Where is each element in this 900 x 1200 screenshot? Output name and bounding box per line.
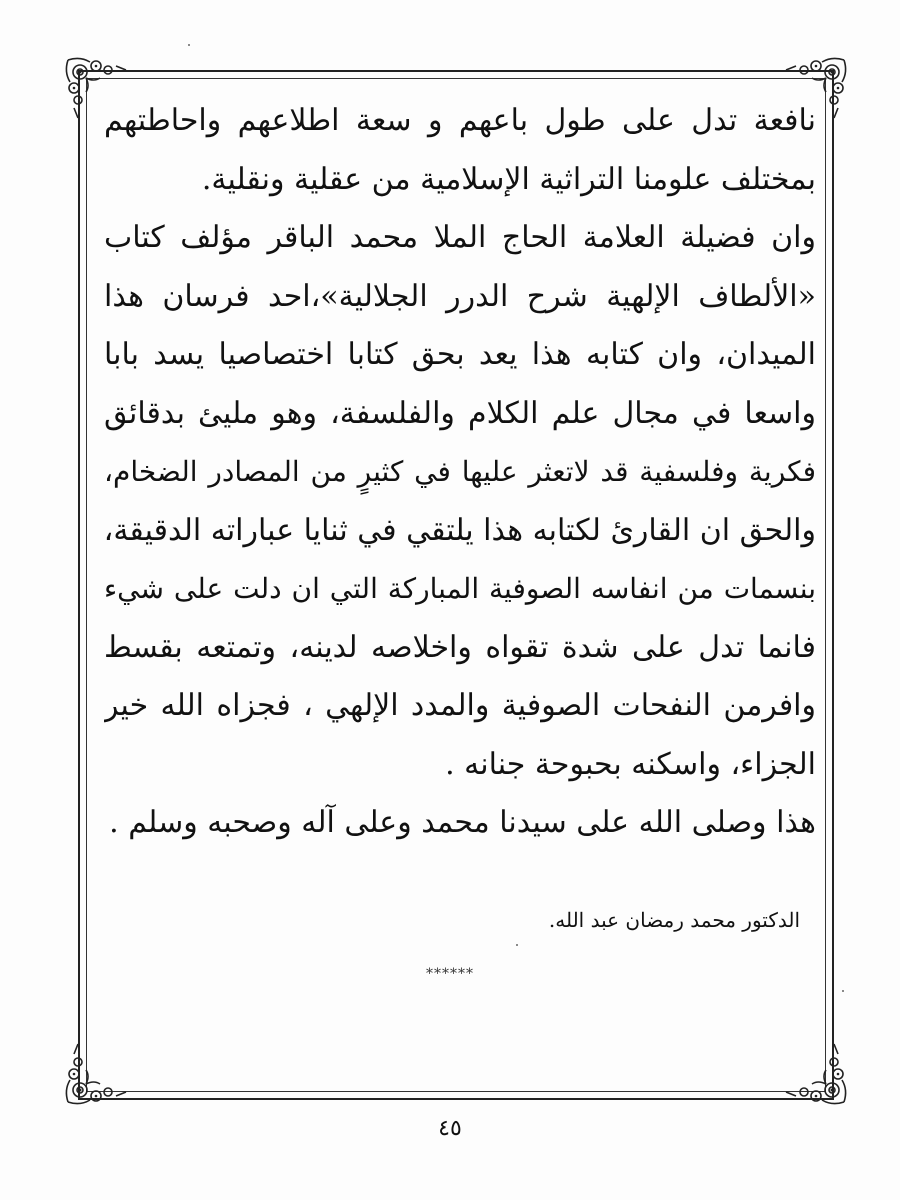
scan-speck	[516, 944, 518, 946]
body-line: هذا وصلى الله على سيدنا محمد وعلى آله وصحبه وسلم .	[109, 805, 816, 840]
body-text	[104, 92, 816, 853]
body-line: الميدان، وان كتابه هذا يعد بحق كتابا اختصاصيا يسد بابا	[104, 337, 816, 372]
floral-corner-ornament-bottom-left	[60, 1040, 130, 1110]
section-divider: ******	[426, 966, 474, 982]
body-line: الجزاء، واسكنه بحبوحة جنانه .	[445, 746, 816, 782]
body-line: «الألطاف الإلهية شرح الدرر الجلالية»،احد فرسان هذا	[104, 278, 816, 314]
body-line: بمختلف علومنا التراثية الإسلامية من عقلية ونقلية.	[201, 161, 816, 197]
body-line: والحق ان القارئ لكتابه هذا يلتقي في ثنايا عباراته الدقيقة،	[104, 512, 816, 548]
body-line: نافعة تدل على طول باعهم و سعة اطلاعهم واحاطتهم	[104, 103, 816, 138]
body-line: فانما تدل على شدة تقواه واخلاصه لدينه، وتمتعه بقسط	[104, 629, 816, 665]
body-line: بنسمات من انفاسه الصوفية المباركة التي ان دلت على شيء	[104, 572, 816, 605]
body-line: فكرية وفلسفية قد لاتعثر عليها في كثيرٍ من المصادر الضخام،	[104, 455, 816, 488]
scan-speck	[842, 990, 844, 992]
body-line: وان فضيلة العلامة الحاج الملا محمد الباقر مؤلف كتاب	[104, 220, 816, 255]
body-line: واسعا في مجال علم الكلام والفلسفة، وهو مليئ بدقائق	[104, 395, 816, 431]
body-line: وافرمن النفحات الصوفية والمدد الإلهي ، فجزاه الله خير	[104, 688, 816, 723]
floral-corner-ornament-bottom-right	[782, 1040, 852, 1110]
page-number: ٤٥	[438, 1116, 462, 1141]
author-signature: الدكتور محمد رمضان عبد الله.	[548, 908, 800, 932]
scan-speck	[188, 44, 190, 46]
